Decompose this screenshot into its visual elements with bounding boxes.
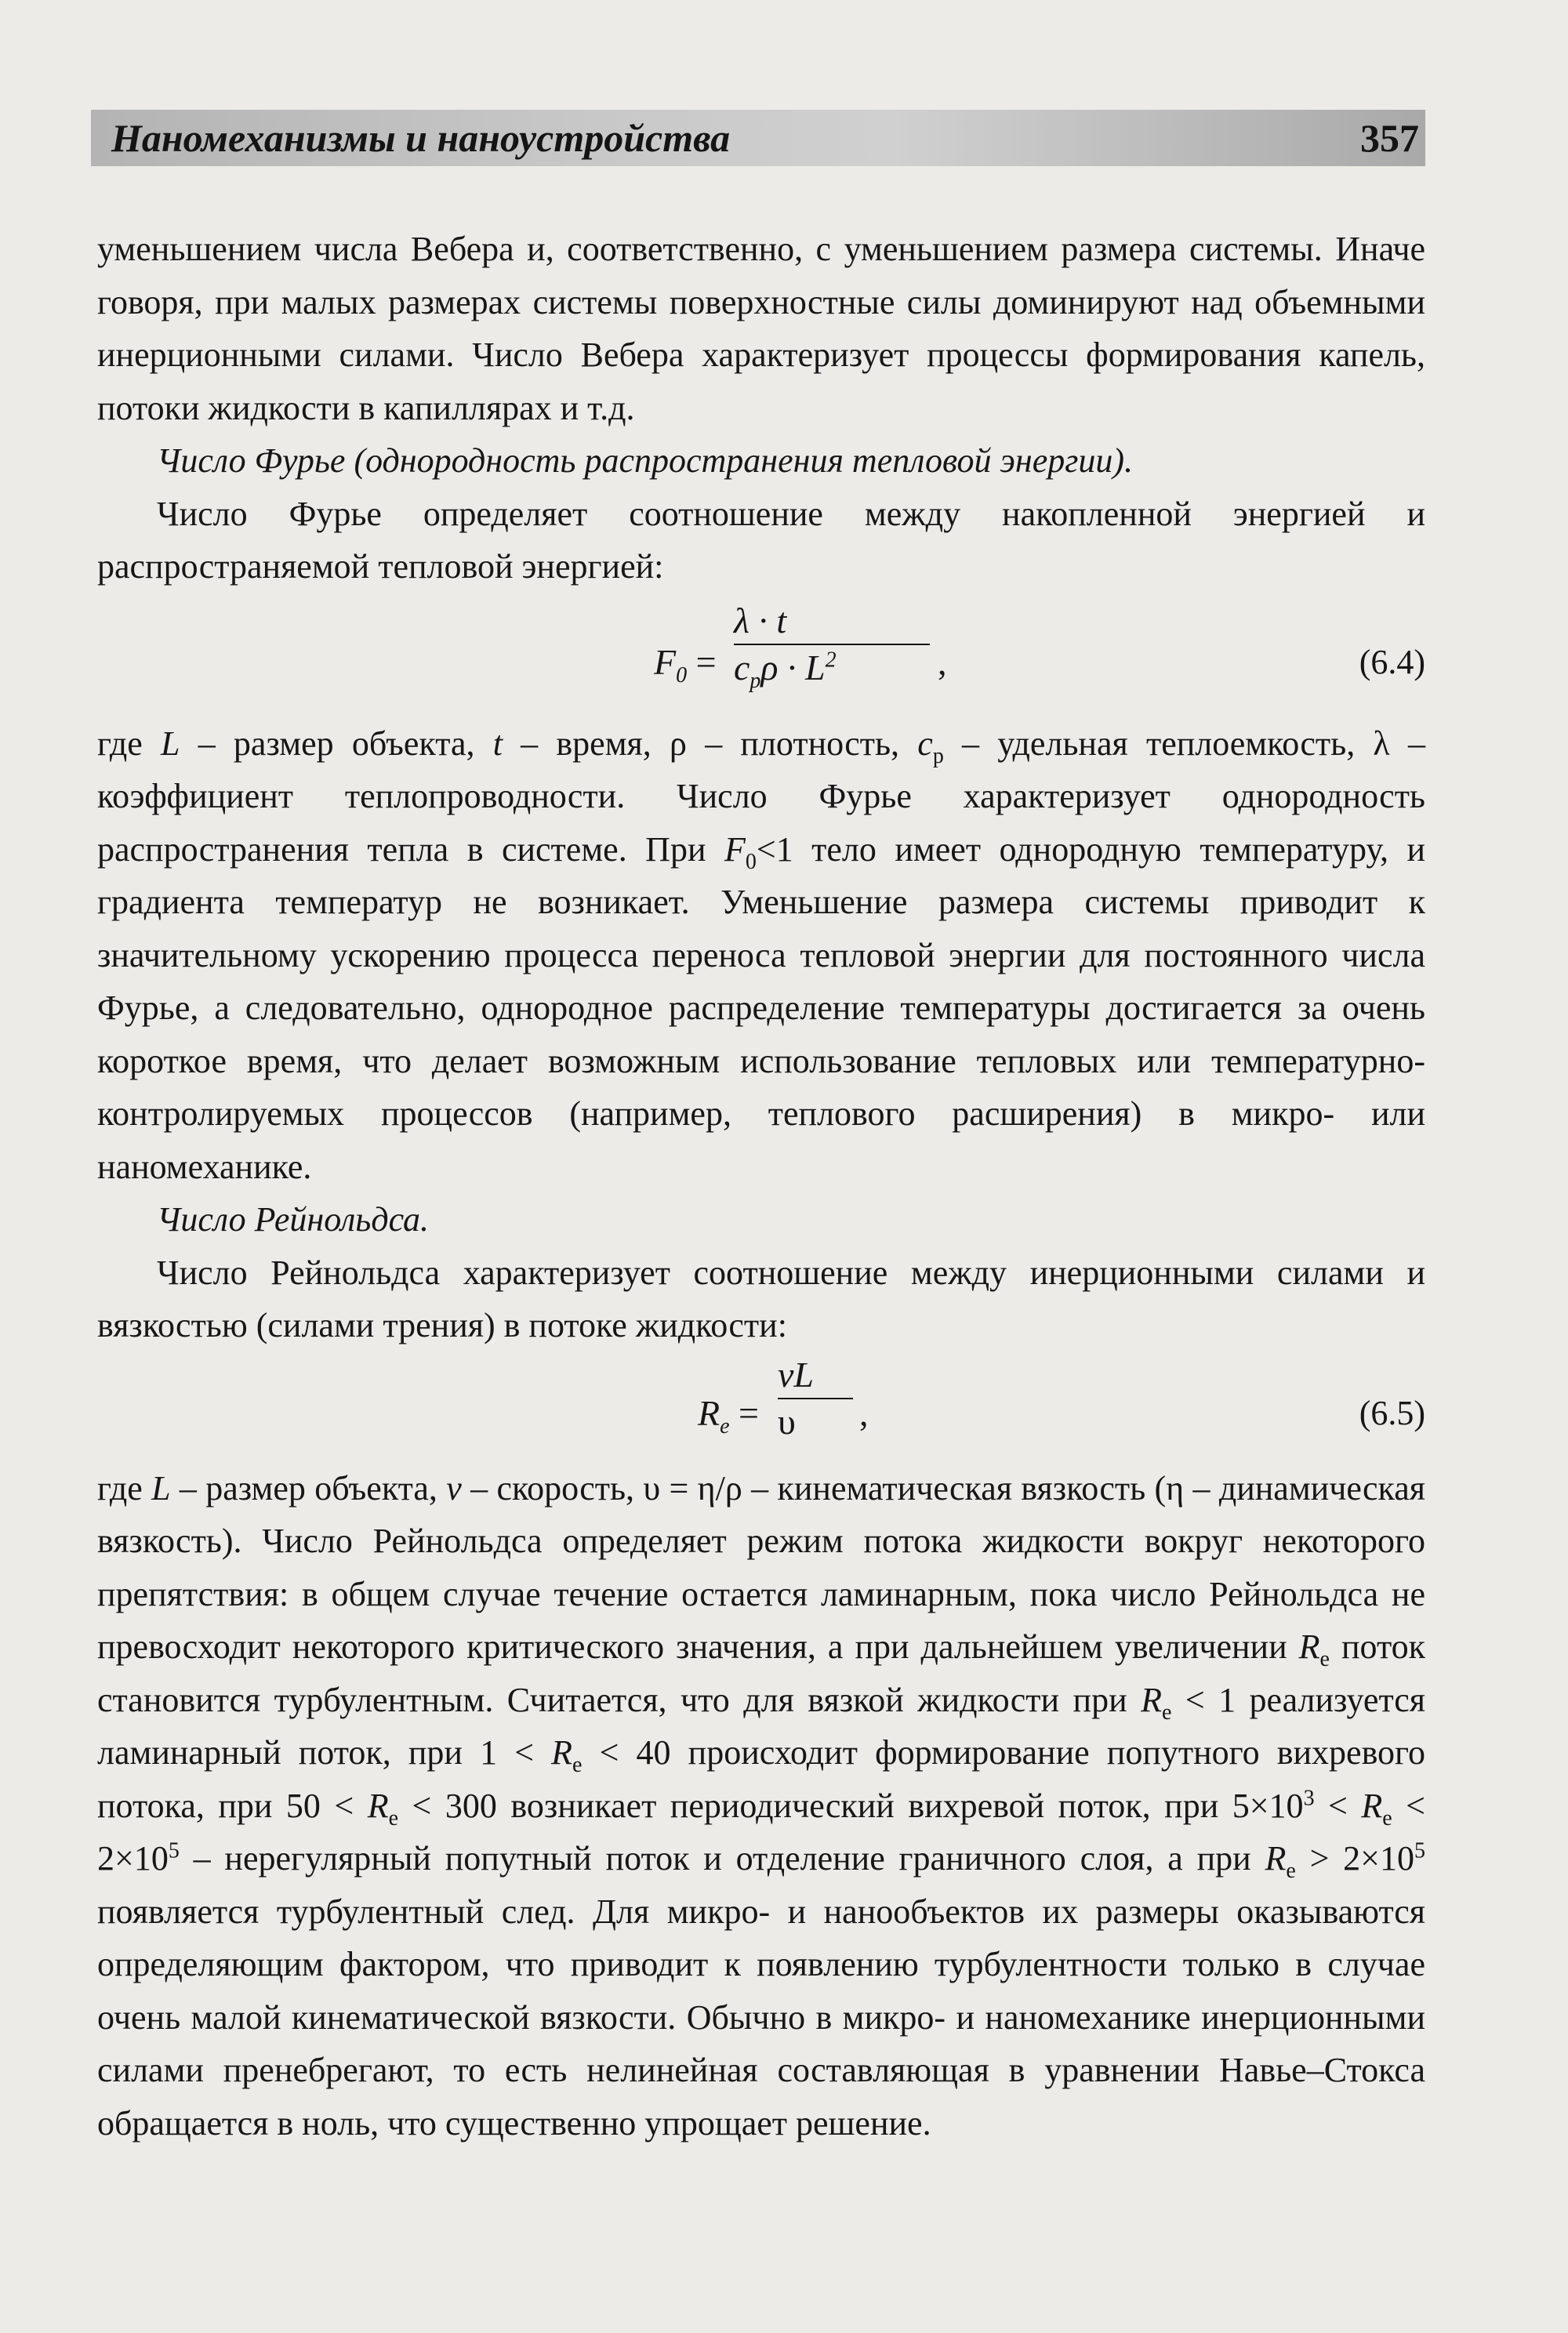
paragraph-fourier-explanation: где L – размер объекта, t – время, ρ – плотность, $c_p$ – удельная теплоемкость, λ – коэффициент теплопроводности. Число Фурье характеризует однородность распространения тепла в системе. При $F_0<1$ тело имеет однородную температуру, и градиента температур не возникает. Уменьшение размера системы приводит к значительному ускорению процесса переноса тепловой энергии для постоянного числа Фурье, а следовательно, однородное распределение температуры достигается за очень короткое время, что делает возможным использование тепловых или температурно-контролируемых процессов (например, теплового расширения) в микро- или наномеханике. (97, 724, 1425, 1186)
heading-fourier: Число Фурье (однородность распространения тепловой энергии). (157, 441, 1134, 480)
running-header-title: Наномеханизмы и наноустройства (111, 116, 731, 160)
formula-6-4-numerator: λ · t (734, 600, 787, 640)
paragraph-weber-end: уменьшением числа Вебера и, соответственно, с уменьшением размера системы. Иначе говоря, при малых размерах системы поверхностные силы доминируют над объемными инерционными силами. Число Вебера характеризует процессы формирования капель, потоки жидкости в капиллярах и т.д. (97, 230, 1425, 427)
formula-6-4-lhs: $F_0$ = (654, 641, 717, 688)
formula-6-4-denominator: $c_p\rho \cdot L^2$ (734, 647, 837, 693)
equation-number-6-5: (6.5) (1359, 1393, 1425, 1432)
formula-6-5-comma: , (859, 1392, 869, 1433)
formula-6-5-lhs: $R_e$ = (698, 1392, 759, 1439)
formula-6-5-numerator: vL (778, 1354, 814, 1395)
paragraph-reynolds-explanation: где L – размер объекта, v – скорость, υ = η/ρ – кинематическая вязкость (η – динамическая вязкость). Число Рейнольдса определяет режим потока жидкости вокруг некоторого препятствия: в общем случае течение остается ламинарным, пока число Рейнольдса не превосходит некоторого критического значения, а при дальнейшем увеличении $R_e$ поток становится турбулентным. Считается, что для вязкой жидкости при $R_e < 1$ реализуется ламинарный поток, при $1 < R_e < 40$ происходит формирование попутного вихревого потока, при $50 < R_e < 300$ возникает периодический вихревой поток, при $5\times 10^3 < R_e < 2\times 10^5$ – нерегулярный попутный поток и отделение граничного слоя, а при $R_e > 2\times 10^5$ появляется турбулентный след. Для микро- и нанообъектов их размеры оказываются определяющим фактором, что приводит к появлению турбулентности только в случае очень малой кинематической вязкости. Обычно в микро- и наномеханике инерционными силами пренебрегают, то есть нелинейная составляющая в уравнении Навье–Стокса обращается в ноль, что существенно упрощает решение. (97, 1468, 1425, 2143)
page-number: 357 (1360, 116, 1419, 160)
formula-6-4-comma: , (938, 641, 947, 682)
equation-number-6-4: (6.4) (1359, 642, 1425, 681)
formula-6-4 (97, 593, 1425, 717)
paragraph-fourier-intro: Число Фурье определяет соотношение между накопленной энергией и распространяемой тепловой энергией: (97, 494, 1425, 586)
heading-reynolds: Число Рейнольдса. (157, 1200, 429, 1239)
formula-6-4-fraction (734, 598, 930, 691)
formula-6-5-fraction (778, 1352, 853, 1445)
formula-6-5 (97, 1352, 1425, 1462)
paragraph-reynolds-intro: Число Рейнольдса характеризует соотношение между инерционными силами и вязкостью (силами трения) в потоке жидкости: (97, 1253, 1425, 1344)
formula-6-5-denominator: υ (778, 1401, 796, 1442)
body-text (97, 223, 1425, 2150)
